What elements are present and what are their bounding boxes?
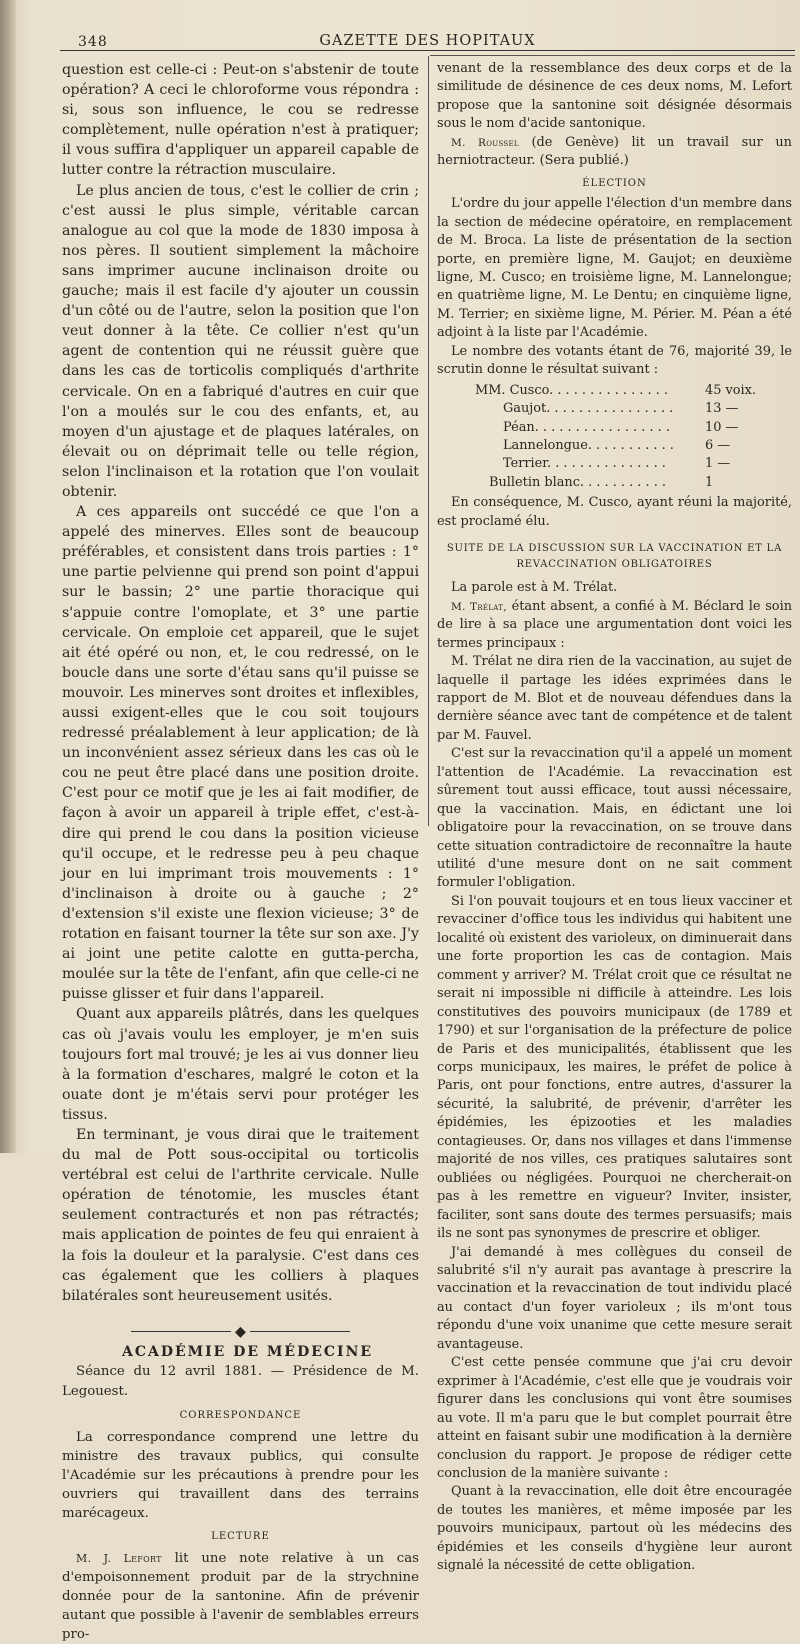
paragraph: question est celle-ci : Peut-on s'abstenir de toute opération? A ceci le chloroforme vous répondra : si, sous son influence, le cou se redresse complètement, nulle opération n'est à pratiquer; il vous suffira d'appliquer un appareil capable de lutter contre la rétraction musculaire. [62,62,419,179]
paragraph-lecture [62,1549,419,1644]
paragraph: M. Trélat ne dira rien de la vaccination, au sujet de laquelle il partage les idées exprimées dans le rapport de M. Blot et de nouveau défendues dans la dernière séance avec tant de compétence et de talent par M. Fauvel. [437,654,792,743]
subhead-election: ÉLECTION [582,177,647,189]
speaker-name: M. J. Lefort [76,1552,162,1566]
seance-line: Séance du 12 avril 1881. — Présidence de M. Legouest. [62,1363,419,1399]
paragraph: Si l'on pouvait toujours et en tous lieux vacciner et revacciner d'office tous les individus qui habitent une localité où existent des varioleux, on diminuerait dans une forte proportion les cas de contagion. Mais comment y arriver? M. Trélat croit que ce résultat ne serait ni impossible ni difficile à atteindre. Les lois constitutives des pouvoirs municipaux (de 1789 et 1790) et sur l'organisation de la préfecture de police de Paris et des municipalités, établissent que les corps municipaux, les maires, le préfet de police à Paris, ont pour fonctions, entre autres, d'assurer la sécurité, la salubrité, de prévenir, d'arrêter les épidémies, les épizooties et les maladies contagieuses. Or, dans nos villages et dans l'immense majorité de nos villes, ces pratiques salutaires sont oubliées ou négligées. Pourquoi ne chercherait-on pas à les remettre en vigueur? Inviter, insister, faciliter, sont sans doute des termes persuasifs; mais ils ne sont pas synonymes de prescrire et obliger. [437,893,792,1242]
journal-title: GAZETTE DES HOPITAUX [319,33,536,49]
paragraph-text: (de Genève) lit un travail sur un herniotracteur. (Sera publié.) [437,134,792,169]
left-column [62,60,419,1644]
vote-row: Gaujot. . . . . . . . . . . . . . . . 13 — [503,401,739,417]
page-number: 348 [78,34,108,50]
paragraph-roussel [437,134,792,171]
vote-row: Bulletin blanc. . . . . . . . . . . 1 [489,474,714,490]
paragraph: Quant à la revaccination, elle doit être encouragée de toutes les manières, et même imposée par les pouvoirs municipaux, partout où les médecins des épidémies et les conseils d'hygiène leur auront signalé la nécessité de cette obligation. [437,1484,792,1574]
section-ornament: ◆ [62,1322,419,1334]
paragraph: La parole est à M. Trélat. [451,580,618,596]
paragraph: Le plus ancien de tous, c'est le collier de crin ; c'est aussi le plus simple, véritable carcan analogue au col que la mode de 1830 imposa à nos pères. Il soutient simplement la mâchoire sans imprimer aucune inclinaison droite ou gauche; mais il est facile d'y ajouter un coussin d'un côté ou de l'autre, selon la position que l'on veut donner à la tête. Ce collier n'est qu'un agent de contention qui ne réussit guère que dans les cas de torticolis compliqués d'arthrite cervicale. On en a fabriqué d'autres en cuir que l'on a moulés sur le cou des enfants, et, au moyen d'un ajustage et de plaques latérales, on élevait ou on déprimait telle ou telle région, selon l'inclinaison et la rotation que l'on voulait obtenir. [62,182,419,500]
column-divider [428,56,429,826]
paragraph-trelat [437,598,792,653]
paragraph: A ces appareils ont succédé ce que l'on a appelé des minerves. Elles sont de beaucoup préférables, et consistent dans trois parties : 1° une partie pelvienne qui prend son point d'appui sur le bassin; 2° une partie thoracique qui s'appuie contre l'omoplate, et 3° une partie cervicale. On emploie cet appareil, que le sujet ait été opéré ou non, et, le cou redressé, on le boucle dans une sorte d'étau sans qu'il puisse se mouvoir. Les minerves sont droites et inflexibles, aussi exigent-elles que le cou soit toujours redressé préalablement à leur application; de là un inconvénient assez sérieux dans les cas où le cou ne peut être placé dans une position droite. C'est pour ce motif que je les ai fait modifier, de façon à avoir un appareil à triple effet, c'est-à-dire qui prend le cou dans la position vicieuse qu'il occupe, et le redresse peu à peu chaque jour en lui imprimant trois mouvements : 1° d'inclinaison à droite ou à gauche ; 2° d'extension s'il existe une flexion vicieuse; 3° de rotation en faisant tourner la tête sur son axe. J'y ai joint une petite calotte en gutta-percha, moulée sur la tête de l'enfant, afin que celle-ci ne puisse glisser et fuir dans l'appareil. [62,504,419,1003]
paragraph: venant de la ressemblance des deux corps et de la similitude de désinence de ces deux noms, M. Lefort propose que la santonine soit désignée désormais sous le nom d'acide santonique. [437,61,792,132]
header-rule-secondary [430,55,795,56]
paragraph: En terminant, je vous dirai que le traitement du mal de Pott sous-occipital ou torticolis vertébral est celui de l'arthrite cervicale. Nulle opération de ténotomie, les muscles étant seulement contracturés et non pas rétractés; mais application de pointes de feu qui enraient à la fois la douleur et la paralysie. C'est dans ces cas également que les colliers à plaques bilatérales sont heureusement usités. [62,1126,419,1304]
paragraph-text: étant absent, a confié à M. Béclard le soin de lire à sa place une argumentation dont voici les termes principaux : [437,598,792,651]
section-title-academie: ACADÉMIE DE MÉDECINE [121,1343,374,1360]
vote-row: MM. Cusco. . . . . . . . . . . . . . . 45 voix. [475,382,757,398]
paragraph: Quant aux appareils plâtrés, dans les quelques cas où j'avais voulu les employer, je m'en suis toujours fort mal trouvé; je les ai vus donner lieu à la formation d'eschares, malgré le coton et la ouate dont je m'étais servi pour protéger les tissus. [62,1006,419,1123]
paragraph: Le nombre des votants étant de 76, majorité 39, le scrutin donne le résultat suivant : [437,343,792,378]
speaker-name: M. Trélat, [451,600,507,613]
paragraph: La correspondance comprend une lettre du ministre des travaux publics, qui consulte l'Académie sur les précautions à prendre pour les ouvriers qui travaillent dans des terrains marécageux. [62,1430,419,1522]
speaker-name: M. Roussel [451,136,519,149]
right-column [437,60,792,1576]
subhead-correspondance: CORRESPONDANCE [179,1410,302,1422]
header-rule [60,50,795,51]
vote-row: Péan. . . . . . . . . . . . . . . . . 10 — [503,419,739,435]
vote-row: Terrier. . . . . . . . . . . . . . . 1 — [503,456,731,472]
paragraph: C'est sur la revaccination qu'il a appelé un moment l'attention de l'Académie. La revaccination est sûrement tout aussi efficace, tout aussi nécessaire, que la vaccination. Mais, en édictant une loi obligatoire pour la revaccination, on se trouve dans cette situation contradictoire de reconnaître la haute utilité d'une mesure dont on ne sait comment formuler l'obligation. [437,746,792,891]
subhead-suite-discussion: SUITE DE LA DISCUSSION SUR LA VACCINATION ET LA REVACCINATION OBLIGATOIRES [446,543,783,571]
paragraph: L'ordre du jour appelle l'élection d'un membre dans la section de médecine opératoire, en remplacement de M. Broca. La liste de présentation de la section porte, en première ligne, M. Gaujot; en deuxième ligne, M. Cusco; en troisième ligne, M. Lannelongue; en quatrième ligne, M. Le Dentu; en cinquième ligne, M. Terrier; en sixième ligne, M. Périer. M. Péan a été adjoint à la liste par l'Académie. [437,196,792,341]
vote-results [475,382,765,493]
paragraph: J'ai demandé à mes collègues du conseil de salubrité s'il n'y aurait pas avantage à prescrire la vaccination et la revaccination de tout individu placé au contact d'un foyer varioleux ; ils m'ont tous répondu d'une voix unanime que cette mesure serait avantageuse. [437,1244,792,1352]
paragraph-text: lit une note relative à un cas d'empoisonnement produit par de la strychnine donnée pour de la santonine. Afin de prévenir autant que possible à l'avenir de semblables erreurs pro- [62,1551,419,1643]
vote-row: Lannelongue. . . . . . . . . . . 6 — [503,438,731,454]
paragraph: C'est cette pensée commune que j'ai cru devoir exprimer à l'Académie, c'est elle que je voudrais voir figurer dans les conclusions qui vont être soumises au vote. Il m'a paru que le but complet pourrait être atteint en faisant subir une modification à la dernière conclusion du rapport. Je propose de rédiger cette conclusion de la manière suivante : [437,1355,792,1481]
paragraph: En conséquence, M. Cusco, ayant réuni la majorité, est proclamé élu. [437,495,792,529]
subhead-lecture: LECTURE [211,1531,270,1543]
binding-edge [0,0,16,1153]
